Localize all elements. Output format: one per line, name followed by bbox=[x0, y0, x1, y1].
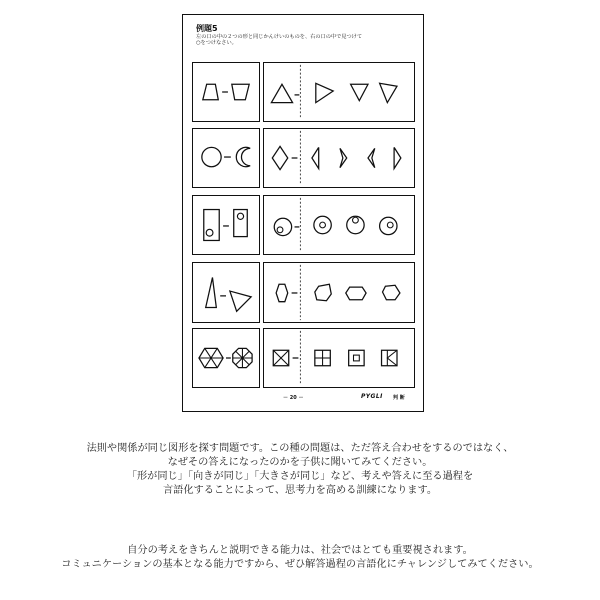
page-number: － 20 － bbox=[283, 395, 304, 401]
diamond-options-figure bbox=[264, 129, 414, 187]
row3-options-box bbox=[263, 195, 415, 255]
row3-example-box bbox=[192, 195, 260, 255]
worksheet-title: 例題5 bbox=[196, 24, 218, 33]
brand-logo: PYGLI bbox=[361, 393, 383, 400]
caption-line: 自分の考えをきちんと説明できる能力は、社会ではとても重要視されます。 bbox=[127, 545, 473, 556]
row1-example-box bbox=[192, 62, 260, 122]
target-options-figure bbox=[264, 196, 414, 254]
row5-options-box bbox=[263, 328, 415, 388]
row2-example-box bbox=[192, 128, 260, 188]
caption-line: 言語化することによって、思考力を高める訓練になります。 bbox=[162, 485, 438, 496]
hexagon-options-figure bbox=[264, 263, 414, 322]
instruction-line: 左の口の中の２つの形と同じかんけいのものを、右の口の中で見つけて bbox=[196, 34, 363, 40]
row2-options-box bbox=[263, 128, 415, 188]
worksheet-page bbox=[182, 14, 424, 412]
worksheet-instructions bbox=[196, 34, 418, 47]
triangle-options-figure bbox=[264, 63, 414, 121]
row4-example-box bbox=[192, 262, 260, 323]
caption-explanation bbox=[0, 442, 600, 498]
rectangle-dot-figure bbox=[193, 196, 259, 254]
row1-options-box bbox=[263, 62, 415, 122]
caption-advice bbox=[0, 544, 600, 572]
square-options-figure bbox=[264, 329, 414, 387]
caption-line: なぜその答えになったのかを子供に聞いてみてください。 bbox=[167, 457, 433, 468]
caption-line: 「形が同じ」「向きが同じ」「大きさが同じ」など、考えや答えに至る過程を bbox=[126, 471, 474, 482]
row5-example-box bbox=[192, 328, 260, 388]
caption-line: 法則や関係が同じ図形を探す問題です。この種の問題は、ただ答え合わせをするのではなく、 bbox=[86, 443, 514, 454]
circle-crescent-figure bbox=[193, 129, 259, 187]
category-label: 判 断 bbox=[393, 395, 405, 401]
instruction-line: ○をつけなさい。 bbox=[196, 40, 237, 47]
hexagon-spokes-figure bbox=[193, 329, 259, 387]
trapezoid-flip-figure bbox=[193, 63, 259, 121]
caption-line: コミュニケーションの基本となる能力ですから、ぜひ解答過程の言語化にチャレンジしてみてください。 bbox=[61, 559, 539, 570]
row4-options-box bbox=[263, 262, 415, 323]
triangle-rotate-figure bbox=[193, 263, 259, 322]
